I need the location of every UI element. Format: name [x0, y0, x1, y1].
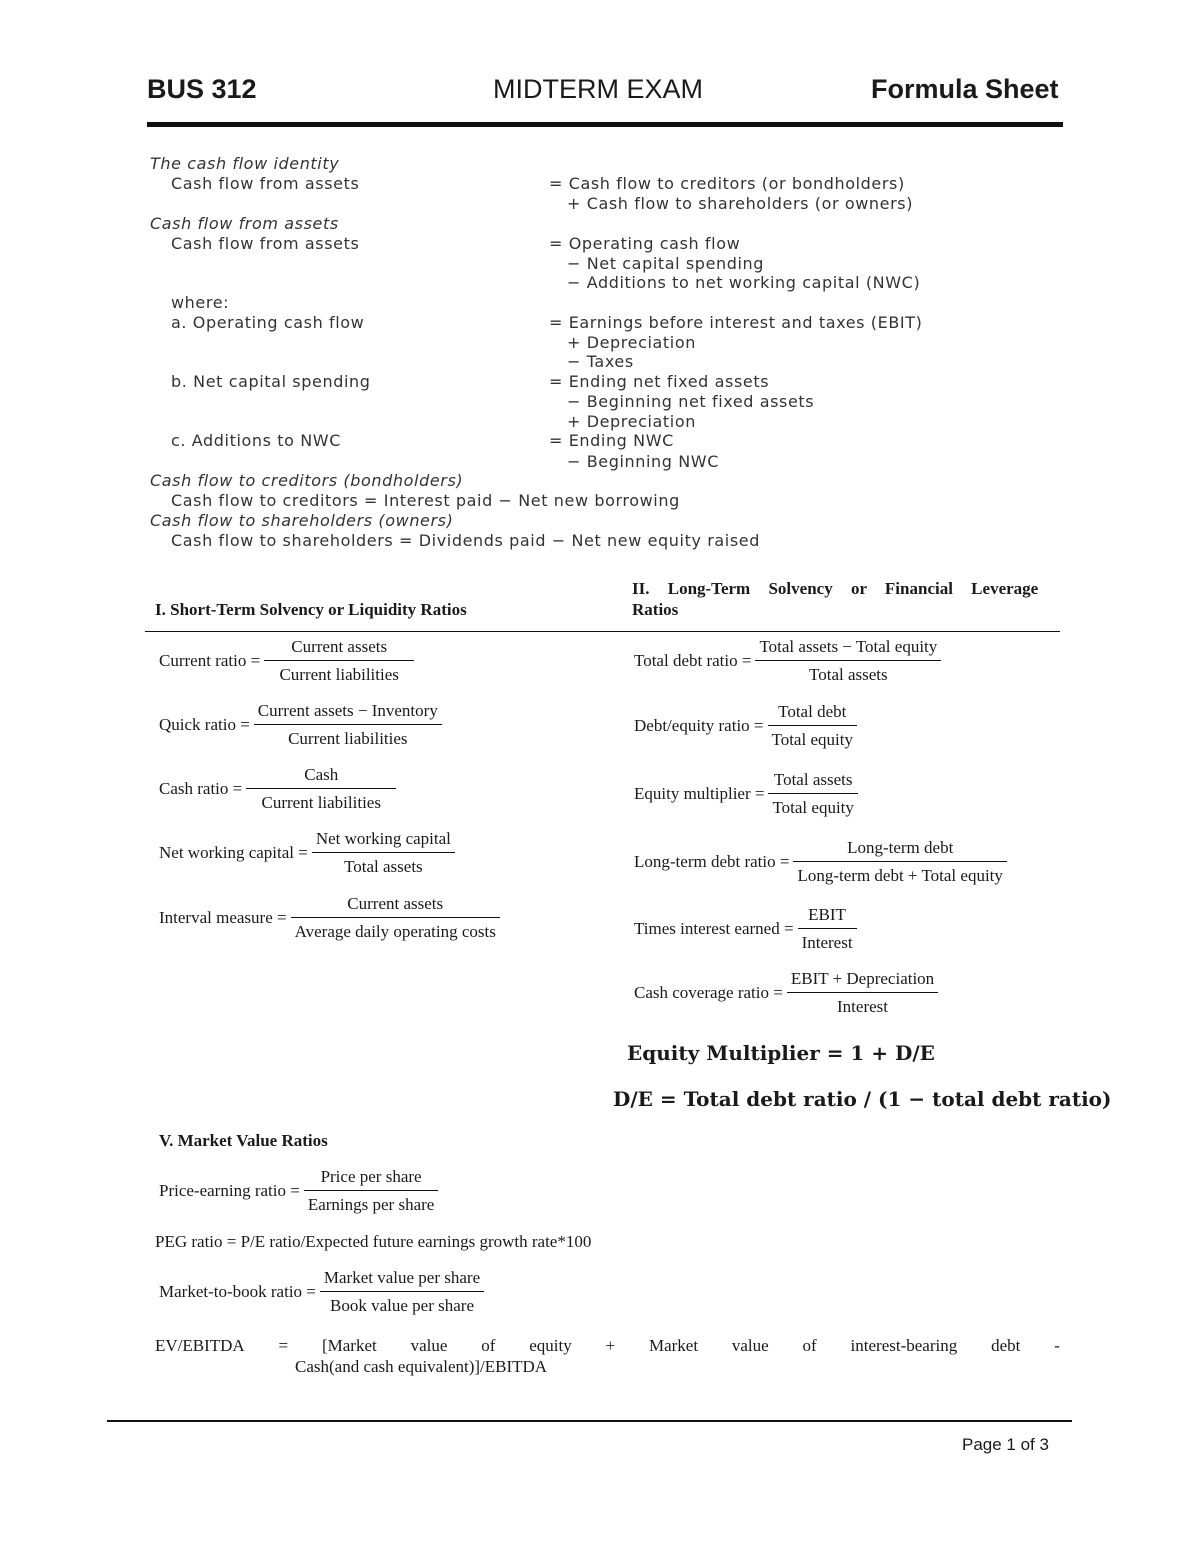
ev-word: [Market: [321, 1336, 377, 1355]
market-to-book-numerator: Market value per share: [320, 1268, 484, 1292]
market-to-book-fraction: [320, 1268, 484, 1316]
equity-multiplier-formula: [634, 770, 858, 818]
ev-word: value: [410, 1336, 448, 1355]
quick-ratio-denominator: Current liabilities: [288, 729, 408, 748]
interval-measure-label: Interval measure =: [159, 908, 287, 927]
ev-word: of: [481, 1336, 496, 1355]
nwc-ratio-formula: [159, 829, 455, 877]
market-to-book-denominator: Book value per share: [330, 1296, 474, 1315]
long-term-heading-line2: Ratios: [632, 600, 679, 619]
nwc-ratio-denominator: Total assets: [344, 857, 423, 876]
identity-heading: The cash flow identity: [150, 154, 340, 173]
cash-ratio-fraction: [246, 765, 396, 813]
price-earning-ratio-fraction: [304, 1167, 439, 1215]
debt-equity-ratio-numerator: Total debt: [768, 702, 857, 726]
long-term-heading-line1: [632, 579, 1060, 599]
ev-word: =: [278, 1336, 289, 1355]
interval-measure-denominator: Average daily operating costs: [294, 922, 496, 941]
equity-multiplier-fraction: [768, 770, 857, 818]
total-debt-ratio-label: Total debt ratio =: [634, 651, 752, 670]
long-term-heading-text: II. Long-Term Solvency or Financial Leverage: [632, 579, 1039, 598]
times-interest-earned-fraction: [798, 905, 857, 953]
short-term-heading: I. Short-Term Solvency or Liquidity Ratios: [155, 600, 467, 619]
ev-word: EV/EBITDA: [155, 1336, 245, 1355]
ev-word: interest-bearing: [850, 1336, 958, 1355]
ncs-rhs-2: − Beginning net fixed assets: [567, 392, 815, 411]
cffa-heading: Cash flow from assets: [150, 214, 339, 233]
ev-word: Market: [648, 1336, 699, 1355]
cffa-lhs: Cash flow from assets: [171, 234, 360, 253]
ncs-rhs-3: + Depreciation: [567, 412, 696, 431]
where-label: where:: [171, 293, 230, 312]
ratio-heading-rule: [145, 631, 1060, 632]
cash-coverage-ratio-formula: [634, 969, 938, 1017]
times-interest-earned-label: Times interest earned =: [634, 919, 794, 938]
long-term-debt-ratio-denominator: Long-term debt + Total equity: [797, 866, 1003, 885]
interval-measure-fraction: [291, 894, 500, 942]
debt-equity-ratio-denominator: Total equity: [771, 730, 853, 749]
equity-multiplier-label: Equity multiplier =: [634, 784, 765, 803]
ncs-rhs-1: = Ending net fixed assets: [549, 372, 770, 391]
debt-equity-identity: D/E = Total debt ratio / (1 − total debt ratio): [613, 1087, 1112, 1111]
current-ratio-label: Current ratio =: [159, 651, 261, 670]
market-to-book-formula: [159, 1268, 484, 1316]
ev-ebitda-formula-line1: [155, 1336, 1060, 1356]
long-term-debt-ratio-label: Long-term debt ratio =: [634, 852, 790, 871]
long-term-debt-ratio-formula: [634, 838, 1007, 886]
shareholders-heading: Cash flow to shareholders (owners): [150, 511, 454, 530]
creditors-formula: Cash flow to creditors = Interest paid − Net new borrowing: [171, 491, 680, 510]
ocf-lhs: a. Operating cash flow: [171, 313, 365, 332]
total-debt-ratio-numerator: Total assets − Total equity: [755, 637, 941, 661]
cffa-rhs-2: − Net capital spending: [567, 254, 765, 273]
quick-ratio-label: Quick ratio =: [159, 715, 250, 734]
cash-coverage-ratio-denominator: Interest: [837, 997, 888, 1016]
long-term-debt-ratio-numerator: Long-term debt: [793, 838, 1006, 862]
debt-equity-ratio-label: Debt/equity ratio =: [634, 716, 764, 735]
page-title: MIDTERM EXAM: [493, 74, 704, 104]
peg-ratio-formula: PEG ratio = P/E ratio/Expected future earnings growth rate*100: [155, 1232, 592, 1251]
cash-ratio-formula: [159, 765, 396, 813]
page-number: Page 1 of 3: [962, 1435, 1049, 1454]
long-term-debt-ratio-fraction: [793, 838, 1006, 886]
quick-ratio-numerator: Current assets − Inventory: [254, 701, 442, 725]
quick-ratio-fraction: [254, 701, 442, 749]
ev-ebitda-formula-line2: Cash(and cash equivalent)]/EBITDA: [295, 1357, 548, 1376]
shareholders-formula: Cash flow to shareholders = Dividends paid − Net new equity raised: [171, 531, 760, 550]
ev-word: debt: [991, 1336, 1021, 1355]
total-debt-ratio-fraction: [755, 637, 941, 685]
ev-word: -: [1054, 1336, 1060, 1355]
nwc-rhs-2: − Beginning NWC: [567, 452, 719, 471]
times-interest-earned-denominator: Interest: [801, 933, 853, 952]
times-interest-earned-formula: [634, 905, 857, 953]
cash-ratio-denominator: Current liabilities: [261, 793, 381, 812]
ncs-lhs: b. Net capital spending: [171, 372, 371, 391]
total-debt-ratio-formula: [634, 637, 941, 685]
cffa-rhs-3: − Additions to net working capital (NWC): [567, 273, 921, 292]
price-earning-ratio-denominator: Earnings per share: [307, 1195, 435, 1214]
price-earning-ratio-formula: [159, 1167, 438, 1215]
cash-ratio-numerator: Cash: [246, 765, 396, 789]
market-to-book-label: Market-to-book ratio =: [159, 1282, 316, 1301]
market-value-heading: V. Market Value Ratios: [159, 1131, 328, 1150]
cash-coverage-ratio-fraction: [787, 969, 938, 1017]
equity-multiplier-denominator: Total equity: [772, 798, 854, 817]
ocf-rhs-2: + Depreciation: [567, 333, 696, 352]
ev-word: +: [605, 1336, 616, 1355]
total-debt-ratio-denominator: Total assets: [809, 665, 888, 684]
current-ratio-fraction: [264, 637, 414, 685]
identity-lhs: Cash flow from assets: [171, 174, 360, 193]
times-interest-earned-numerator: EBIT: [798, 905, 857, 929]
interval-measure-numerator: Current assets: [291, 894, 500, 918]
course-code: BUS 312: [147, 74, 257, 104]
creditors-heading: Cash flow to creditors (bondholders): [150, 471, 464, 490]
nwc-ratio-numerator: Net working capital: [312, 829, 455, 853]
header-rule: [147, 122, 1063, 127]
debt-equity-ratio-fraction: [768, 702, 857, 750]
identity-rhs-1: = Cash flow to creditors (or bondholders): [549, 174, 905, 193]
price-earning-ratio-numerator: Price per share: [304, 1167, 439, 1191]
identity-rhs-2: + Cash flow to shareholders (or owners): [567, 194, 914, 213]
debt-equity-ratio-formula: [634, 702, 857, 750]
ocf-rhs-3: − Taxes: [567, 352, 634, 371]
page-subtitle: Formula Sheet: [871, 74, 1059, 104]
nwc-lhs: c. Additions to NWC: [171, 431, 341, 450]
ev-word: value: [731, 1336, 769, 1355]
cash-ratio-label: Cash ratio =: [159, 779, 243, 798]
ev-word: equity: [529, 1336, 572, 1355]
ev-word: of: [802, 1336, 817, 1355]
equity-multiplier-identity: Equity Multiplier = 1 + D/E: [627, 1041, 935, 1065]
current-ratio-formula: [159, 637, 414, 685]
nwc-ratio-label: Net working capital =: [159, 843, 308, 862]
interval-measure-formula: [159, 894, 500, 942]
footer-rule: [107, 1420, 1072, 1422]
ocf-rhs-1: = Earnings before interest and taxes (EBIT): [549, 313, 923, 332]
cash-coverage-ratio-numerator: EBIT + Depreciation: [787, 969, 938, 993]
current-ratio-denominator: Current liabilities: [279, 665, 399, 684]
quick-ratio-formula: [159, 701, 442, 749]
price-earning-ratio-label: Price-earning ratio =: [159, 1181, 300, 1200]
equity-multiplier-numerator: Total assets: [768, 770, 857, 794]
current-ratio-numerator: Current assets: [264, 637, 414, 661]
nwc-rhs-1: = Ending NWC: [549, 431, 674, 450]
cash-coverage-ratio-label: Cash coverage ratio =: [634, 983, 783, 1002]
nwc-ratio-fraction: [312, 829, 455, 877]
cffa-rhs-1: = Operating cash flow: [549, 234, 741, 253]
